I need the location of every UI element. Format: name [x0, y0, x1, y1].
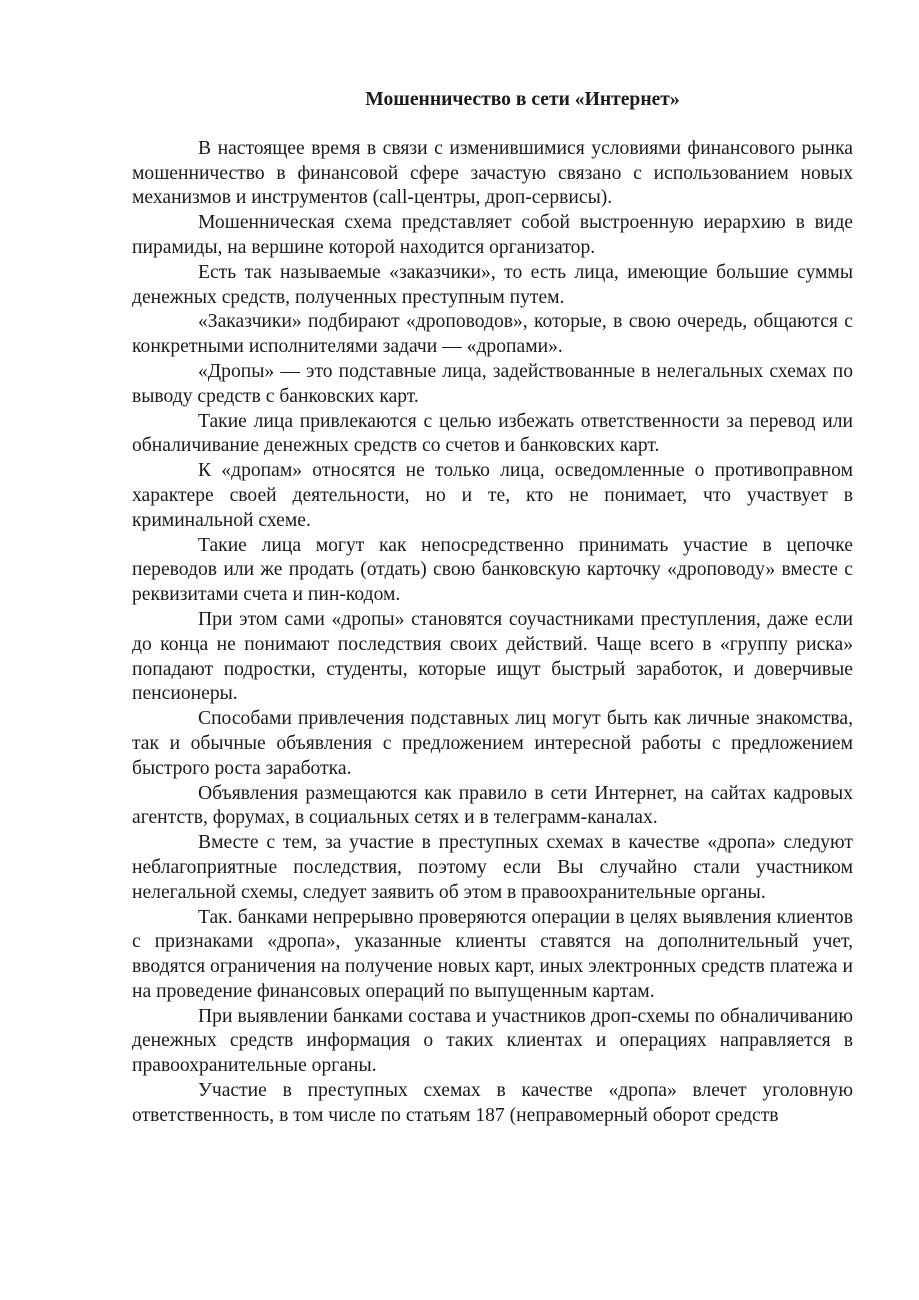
page-title: Мошенничество в сети «Интернет»: [365, 89, 680, 110]
paragraph: «Заказчики» подбирают «дроповодов», которые, в свою очередь, общаются с конкретными исполнителями задачи — «дропами».: [132, 311, 853, 358]
paragraph: Мошенническая схема представляет собой выстроенную иерархию в виде пирамиды, на вершине которой находится организатор.: [132, 212, 853, 258]
paragraph: «Дропы» — это подставные лица, задействованные в нелегальных схемах по выводу средств с банковских карт.: [132, 360, 853, 407]
paragraph: Способами привлечения подставных лиц могут быть как личные знакомства, так и обычные объявления с предложением интересной работы с предложением быстрого роста заработка.: [132, 708, 853, 779]
document-body: [132, 88, 853, 1129]
paragraph: Есть так называемые «заказчики», то есть лица, имеющие большие суммы денежных средств, полученных преступным путем.: [132, 261, 853, 308]
paragraph: Участие в преступных схемах в качестве «дропа» влечет уголовную ответственность, в том числе по статьям 187 (неправомерный оборот средств: [132, 1080, 853, 1126]
paragraph: При этом сами «дропы» становятся соучастниками преступления, даже если до конца не понимают последствия своих действий. Чаще всего в «группу риска» попадают подростки, студенты, которые ищут быстрый заработок, и доверчивые пенсионеры.: [132, 608, 853, 705]
paragraph: Такие лица могут как непосредственно принимать участие в цепочке переводов или же продать (отдать) свою банковскую карточку «дроповоду» вместе с реквизитами счета и пин-кодом.: [132, 534, 853, 606]
paragraph: Так. банками непрерывно проверяются операции в целях выявления клиентов с признаками «дропа», указанные клиенты ставятся на дополнительный учет, вводятся ограничения на получение новых карт, иных электронных средств платежа и на проведение финансовых операций по выпущенным картам.: [132, 906, 853, 1002]
paragraph: При выявлении банками состава и участников дроп-схемы по обналичиванию денежных средств информация о таких клиентах и операциях направляется в правоохранительные органы.: [132, 1005, 853, 1077]
paragraph: Объявления размещаются как правило в сети Интернет, на сайтах кадровых агентств, форумах, в социальных сетях и в телеграмм-каналах.: [132, 782, 853, 829]
paragraph: Такие лица привлекаются с целью избежать ответственности за перевод или обналичивание денежных средств со счетов и банковских карт.: [132, 410, 853, 457]
paragraph: Вместе с тем, за участие в преступных схемах в качестве «дропа» следуют неблагоприятные последствия, поэтому если Вы случайно стали участником нелегальной схемы, следует заявить об этом в правоохранительные органы.: [132, 832, 853, 903]
paragraph: К «дропам» относятся не только лица, осведомленные о противоправном характере своей деятельности, но и те, кто не понимает, что участвует в криминальной схеме.: [132, 460, 853, 531]
paragraph: В настоящее время в связи с изменившимися условиями финансового рынка мошенничество в финансовой сфере зачастую связано с использованием новых механизмов и инструментов (call-центры, дроп-сервисы).: [132, 137, 853, 209]
